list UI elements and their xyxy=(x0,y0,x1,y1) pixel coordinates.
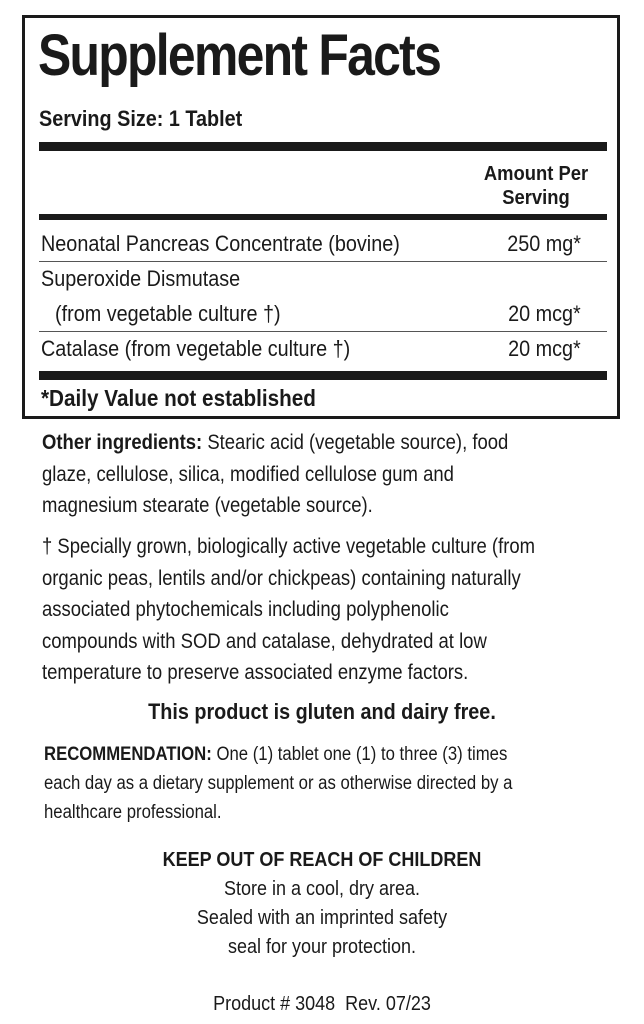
storage-line1: Store in a cool, dry area. xyxy=(223,878,421,900)
divider-header xyxy=(39,214,607,220)
ingredient-name: Neonatal Pancreas Concentrate (bovine) xyxy=(41,231,400,256)
recommendation-line2: each day as a dietary supplement or as otherwise directed by a xyxy=(44,773,513,794)
other-ingredients xyxy=(42,427,623,522)
recommendation-label: RECOMMENDATION: xyxy=(44,744,212,765)
supplement-facts-panel xyxy=(22,15,620,419)
row-divider xyxy=(39,261,607,262)
other-ingredients-line3: magnesium stearate (vegetable source). xyxy=(42,494,373,517)
storage-line3: seal for your protection. xyxy=(227,936,417,958)
amount-header-line1: Amount Per xyxy=(483,163,589,185)
product-number: Product # 3048 Rev. 07/23 xyxy=(213,993,431,1015)
dagger-line3: associated phytochemicals including polyphenolic xyxy=(42,598,449,621)
serving-size: Serving Size: 1 Tablet xyxy=(39,106,243,131)
ingredient-amount: 20 mcg* xyxy=(508,336,581,361)
dagger-footnote xyxy=(42,531,623,689)
ingredient-amount: 20 mcg* xyxy=(508,301,581,326)
amount-per-serving-header xyxy=(471,162,601,210)
other-ingredients-label: Other ingredients: xyxy=(42,431,203,454)
dagger-line1: † Specially grown, biologically active vegetable culture (from xyxy=(42,535,536,558)
divider-thick-bottom xyxy=(39,371,607,380)
amount-header-line2: Serving xyxy=(502,187,570,209)
ingredient-name: Superoxide Dismutase xyxy=(41,266,241,291)
divider-thick-top xyxy=(39,142,607,151)
storage-line2: Sealed with an imprinted safety xyxy=(196,907,448,929)
row-divider xyxy=(39,331,607,332)
ingredient-name: Catalase (from vegetable culture †) xyxy=(41,336,351,361)
other-ingredients-line2: glaze, cellulose, silica, modified cellulose gum and xyxy=(42,462,454,486)
daily-value-note: *Daily Value not established xyxy=(41,385,316,411)
dagger-line5: temperature to preserve associated enzyme factors. xyxy=(42,661,469,684)
dagger-line4: compounds with SOD and catalase, dehydrated at low xyxy=(42,629,487,653)
recommendation-line3: healthcare professional. xyxy=(44,802,222,823)
facts-title: Supplement Facts xyxy=(38,23,441,88)
warning-heading: KEEP OUT OF REACH OF CHILDREN xyxy=(162,849,482,871)
recommendation xyxy=(44,740,616,827)
ingredient-name-detail: (from vegetable culture †) xyxy=(55,301,281,326)
allergen-statement: This product is gluten and dairy free. xyxy=(148,699,496,724)
ingredient-amount: 250 mg* xyxy=(507,231,581,256)
dagger-line2: organic peas, lentils and/or chickpeas) containing naturally xyxy=(42,566,521,590)
other-ingredients-line1: Stearic acid (vegetable source), food xyxy=(202,431,509,454)
recommendation-line1: One (1) tablet one (1) to three (3) times xyxy=(211,744,508,765)
